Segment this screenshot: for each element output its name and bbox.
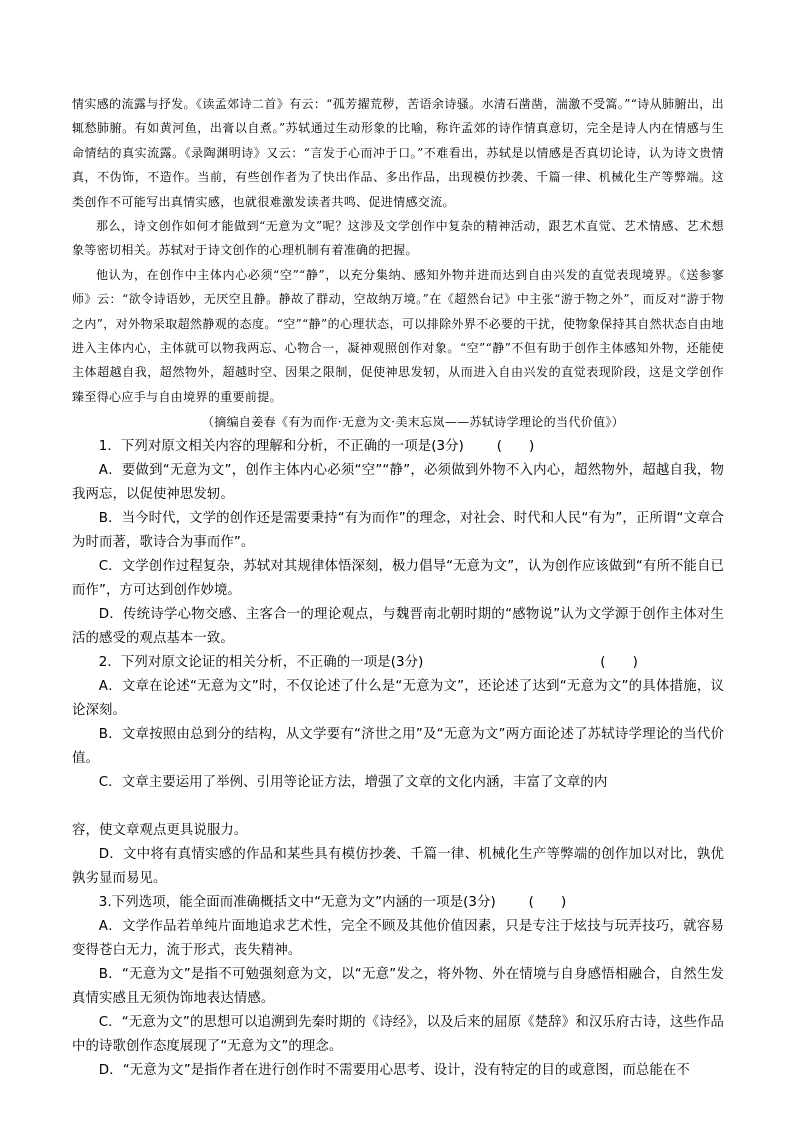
blank-line: [72, 795, 724, 819]
answer-paren: ( ): [600, 654, 638, 670]
question-1-option-d: D．传统诗学心物交感、主客合一的理论观点，与魏晋南北朝时期的“感物说”认为文学源于创作主体对生活的感受的观点基本一致。: [72, 606, 724, 646]
passage-source: （摘编自姜春《有为而作·无意为文·美末忘岚——苏轼诗学理论的当代价值》）: [201, 415, 625, 430]
exam-page: [72, 92, 724, 1083]
passage-paragraph: 那么，诗文创作如何才能做到“无意为文”呢？这涉及文学创作中复杂的精神活动，跟艺术直觉、艺术情感、艺术想象等密切相关。苏轼对于诗文创作的心理机制有着准确的把握。: [72, 219, 724, 258]
answer-paren: ( ): [528, 894, 567, 910]
question-3-option-a: A．文学作品若单纯片面地追求艺术性，完全不顾及其他价值因素，只是专注于炫技与玩弄技巧，就容易变得苍白无力，流于形式，丧失精神。: [72, 918, 724, 958]
question-2-option-c: C．文章主要运用了举例、引用等论证方法，增强了文章的文化内涵，丰富了文章的内: [98, 774, 608, 790]
question-3-stem: 3.下列选项，能全面而准确概括文中“无意为文”内涵的一项是(3分) ( ): [72, 891, 724, 915]
question-3-option-b: B．“无意为文”是指不可勉强刻意为文，以“无意”发之，将外物、外在情境与自身感悟相融合，自然生发真情实感且无须伪饰地表达情感。: [72, 966, 724, 1006]
question-block: [72, 435, 724, 1083]
question-2-stem: 2．下列对原文论证的相关分析，不正确的一项是(3分) ( ): [72, 651, 724, 675]
passage-paragraph: 情实感的流露与抒发。《读孟郊诗二首》有云：“孤芳擢荒秽，苦语余诗骚。水清石凿凿，湍激不受篙。”“诗从肺腑出，出辄愁肺腑。有如黄河鱼，出膏以自煮。”苏轼通过生动形象的比喻，称许孟郊的诗作情真意切，完全是诗人内在情感与生命情结的真实流露。《录陶渊明诗》又云：“言发于心而冲于口。”不难看出，苏轼是以情感是否真切论诗，认为诗文贵情真，不伪饰，不造作。当前，有些创作者为了快出作品、多出作品，出现模仿抄袭、千篇一律、机械化生产等弊端。这类创作不可能写出真情实感，也就很难激发读者共鸣、促进情感交流。: [72, 97, 724, 209]
question-1-option-c: C．文学创作过程复杂，苏轼对其规律体悟深刻，极力倡导“无意为文”，认为创作应该做到“有所不能自已而作”，方可达到创作妙境。: [72, 558, 724, 598]
question-2-option-b: B．文章按照由总到分的结构，从文学要有“济世之用”及“无意为文”两方面论述了苏轼诗学理论的当代价值。: [72, 726, 724, 766]
question-1-option-a: A．要做到“无意为文”，创作主体内心必须“空”“静”，必须做到外物不入内心，超然物外，超越自我，物我两忘，以促使神思发轫。: [72, 462, 724, 502]
question-2-option-d: D．文中将有真情实感的作品和某些具有模仿抄袭、千篇一律、机械化生产等弊端的创作加以对比，孰优孰劣显而易见。: [72, 846, 724, 886]
question-2-option-c-continued: 容，使文章观点更具说服力。: [72, 822, 248, 838]
question-1-stem: 1．下列对原文相关内容的理解和分析，不正确的一项是(3分) ( ): [72, 435, 724, 459]
question-2-option-a: A．文章在论述“无意为文”时，不仅论述了什么是“无意为文”，还论述了达到“无意为文”的具体措施，议论深刻。: [72, 678, 724, 718]
answer-paren: ( ): [496, 438, 535, 454]
question-1-option-b: B．当今时代，文学的创作还是需要秉持“有为而作”的理念，对社会、时代和人民“有为”，正所谓“文章合为时而著，歌诗合为事而作”。: [72, 510, 724, 550]
question-3-option-d: D．“无意为文”是指作者在进行创作时不需要用心思考、设计，没有特定的目的或意图，而总能在不: [98, 1062, 690, 1078]
passage-paragraph: 他认为，在创作中主体内心必须“空”“静”，以充分集纳、感知外物并进而达到自由兴发的直觉表现境界。《送参寥师》云：“欲令诗语妙，无厌空且静。静故了群动，空故纳万境。”在《超然台记》中主张“游于物之外”，而反对“游于物之内”，对外物采取超然静观的态度。“空”“静”的心理状态，可以排除外界不必要的干扰，使物象保持其自然状态自由地进入主体内心，主体就可以物我两忘、心物合一，凝神观照创作对象。“空”“静”不但有助于创作主体感知外物，还能使主体超越自我，超然物外，超越时空、因果之限制，促使神思发轫，从而进入自由兴发的直觉表现阶段，这是文学创作臻至得心应手与自由境界的重要前提。: [72, 267, 724, 404]
reading-passage: [72, 92, 724, 435]
question-3-option-c: C．“无意为文”的思想可以追溯到先秦时期的《诗经》，以及后来的屈原《楚辞》和汉乐府古诗，这些作品中的诗歌创作态度展现了“无意为文”的理念。: [72, 1014, 724, 1054]
